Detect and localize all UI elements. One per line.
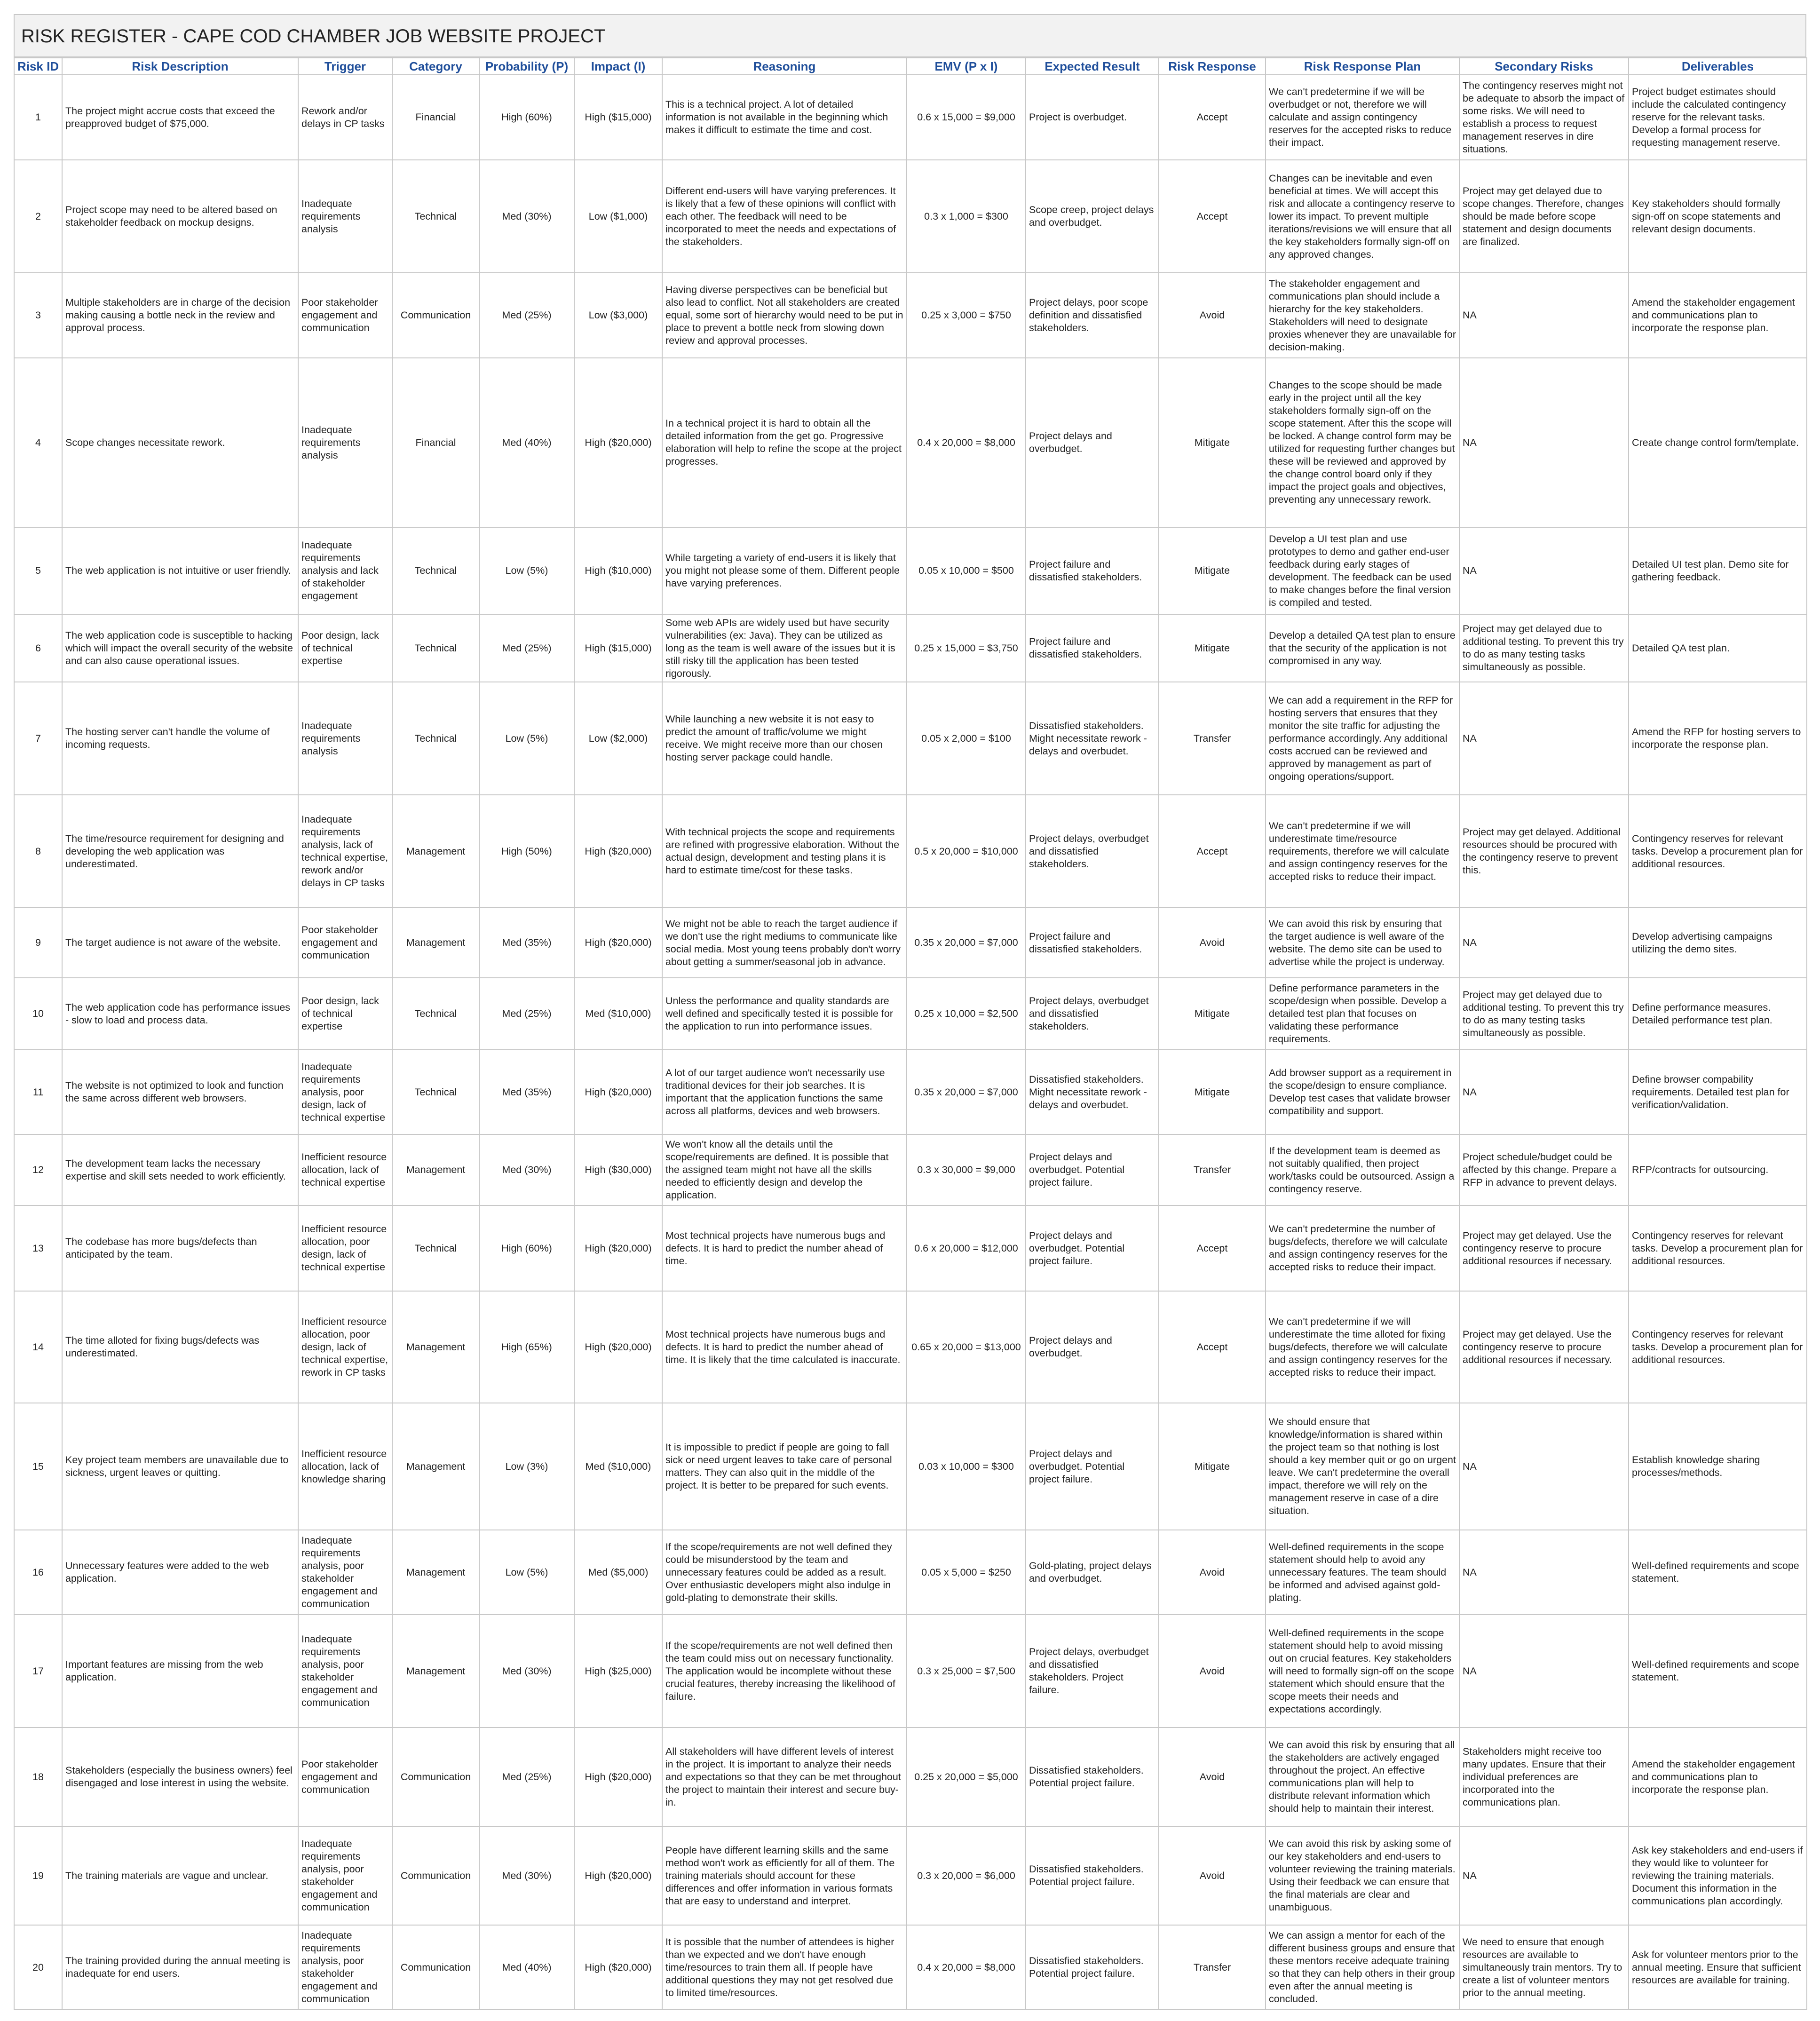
table-row	[14, 1205, 1807, 1291]
risk-description-cell[interactable]: The web application code has performance issues - slow to load and process data.	[62, 978, 298, 1050]
risk-description-cell[interactable]: The project might accrue costs that exceed the preapproved budget of $75,000.	[62, 75, 298, 160]
expected-result-cell[interactable]: Project delays, poor scope definition and dissatisfied stakeholders.	[1026, 273, 1159, 358]
table-row	[14, 160, 1807, 273]
probability-cell[interactable]: High (50%)	[479, 795, 574, 908]
trigger-cell[interactable]: Inadequate requirements analysis, poor stakeholder engagement and communication	[298, 1615, 392, 1728]
table-row	[14, 75, 1807, 160]
response-plan-cell[interactable]: We can't predetermine if we will be overbudget or not, therefore we will calculate and assign contingency reserves for the accepted risks to reduce their impact.	[1266, 75, 1459, 160]
probability-cell[interactable]: Med (30%)	[479, 1826, 574, 1925]
category-cell[interactable]: Technical	[392, 1050, 479, 1134]
reasoning-cell[interactable]: It is impossible to predict if people are going to fall sick or need urgent leaves to take care of personal matters. They can also quit in the middle of the project. It is better to be prepared for such events.	[662, 1403, 907, 1530]
risk-description-cell[interactable]: The codebase has more bugs/defects than anticipated by the team.	[62, 1205, 298, 1291]
secondary-risks-cell[interactable]: Project may get delayed. Additional resources should be procured with the contingency reserve to prevent this.	[1459, 795, 1629, 908]
category-cell[interactable]: Technical	[392, 614, 479, 682]
header-category[interactable]: Category	[392, 58, 479, 75]
risk-id-cell[interactable]: 5	[14, 527, 62, 614]
response-plan-cell[interactable]: We can't predetermine the number of bugs/defects, therefore we will calculate and assign contingency reserves for the accepted risks to reduce their impact.	[1266, 1205, 1459, 1291]
trigger-cell[interactable]: Inadequate requirements analysis	[298, 358, 392, 527]
category-cell[interactable]: Communication	[392, 1925, 479, 2010]
emv-cell[interactable]: 0.25 x 10,000 = $2,500	[907, 978, 1026, 1050]
risk-response-cell[interactable]: Mitigate	[1159, 978, 1266, 1050]
reasoning-cell[interactable]: This is a technical project. A lot of detailed information is not available in the beginning which makes it difficult to estimate the time and cost.	[662, 75, 907, 160]
impact-cell[interactable]: High ($25,000)	[574, 1615, 662, 1728]
risk-response-cell[interactable]: Transfer	[1159, 682, 1266, 795]
reasoning-cell[interactable]: All stakeholders will have different levels of interest in the project. It is important to analyze their needs and expectations so that they can be met throughout the project to maintain their interest and secure buy-in.	[662, 1728, 907, 1826]
expected-result-cell[interactable]: Gold-plating, project delays and overbudget.	[1026, 1530, 1159, 1615]
table-row	[14, 1050, 1807, 1134]
deliverables-cell[interactable]: Contingency reserves for relevant tasks. Develop a procurement plan for additional resources.	[1629, 1205, 1807, 1291]
deliverables-cell[interactable]: RFP/contracts for outsourcing.	[1629, 1134, 1807, 1205]
risk-response-cell[interactable]: Avoid	[1159, 1530, 1266, 1615]
risk-description-cell[interactable]: The web application is not intuitive or user friendly.	[62, 527, 298, 614]
expected-result-cell[interactable]: Project failure and dissatisfied stakeholders.	[1026, 527, 1159, 614]
risk-id-cell[interactable]: 8	[14, 795, 62, 908]
emv-cell[interactable]: 0.05 x 5,000 = $250	[907, 1530, 1026, 1615]
category-cell[interactable]: Management	[392, 1291, 479, 1403]
deliverables-cell[interactable]: Ask for volunteer mentors prior to the annual meeting. Ensure that sufficient resources are available for training.	[1629, 1925, 1807, 2010]
risk-id-cell[interactable]: 9	[14, 908, 62, 978]
impact-cell[interactable]: High ($20,000)	[574, 1728, 662, 1826]
risk-description-cell[interactable]: The training provided during the annual meeting is inadequate for end users.	[62, 1925, 298, 2010]
trigger-cell[interactable]: Poor stakeholder engagement and communication	[298, 273, 392, 358]
table-row	[14, 1615, 1807, 1728]
emv-cell[interactable]: 0.25 x 20,000 = $5,000	[907, 1728, 1026, 1826]
deliverables-cell[interactable]: Contingency reserves for relevant tasks. Develop a procurement plan for additional resources.	[1629, 795, 1807, 908]
response-plan-cell[interactable]: We can avoid this risk by ensuring that the target audience is well aware of the website. The demo site can be used to advertise while the project is underway.	[1266, 908, 1459, 978]
risk-id-cell[interactable]: 2	[14, 160, 62, 273]
emv-cell[interactable]: 0.3 x 30,000 = $9,000	[907, 1134, 1026, 1205]
response-plan-cell[interactable]: Well-defined requirements in the scope statement should help to avoid any unnecessary features. The team should be informed and advised against gold-plating.	[1266, 1530, 1459, 1615]
probability-cell[interactable]: Med (25%)	[479, 978, 574, 1050]
emv-cell[interactable]: 0.6 x 15,000 = $9,000	[907, 75, 1026, 160]
header-risk-response[interactable]: Risk Response	[1159, 58, 1266, 75]
risk-description-cell[interactable]: The time/resource requirement for designing and developing the web application was underestimated.	[62, 795, 298, 908]
probability-cell[interactable]: Low (5%)	[479, 1530, 574, 1615]
emv-cell[interactable]: 0.65 x 20,000 = $13,000	[907, 1291, 1026, 1403]
risk-response-cell[interactable]: Transfer	[1159, 1925, 1266, 2010]
trigger-cell[interactable]: Inefficient resource allocation, lack of technical expertise	[298, 1134, 392, 1205]
category-cell[interactable]: Technical	[392, 1205, 479, 1291]
risk-description-cell[interactable]: Multiple stakeholders are in charge of the decision making causing a bottle neck in the review and approval process.	[62, 273, 298, 358]
probability-cell[interactable]: Med (30%)	[479, 1134, 574, 1205]
trigger-cell[interactable]: Inadequate requirements analysis	[298, 682, 392, 795]
deliverables-cell[interactable]: Amend the stakeholder engagement and communications plan to incorporate the response plan.	[1629, 273, 1807, 358]
deliverables-cell[interactable]: Amend the stakeholder engagement and communications plan to incorporate the response plan.	[1629, 1728, 1807, 1826]
risk-id-cell[interactable]: 3	[14, 273, 62, 358]
impact-cell[interactable]: High ($15,000)	[574, 75, 662, 160]
expected-result-cell[interactable]: Project delays and overbudget. Potential project failure.	[1026, 1403, 1159, 1530]
table-row	[14, 682, 1807, 795]
header-emv[interactable]: EMV (P x I)	[907, 58, 1026, 75]
risk-description-cell[interactable]: The training materials are vague and unclear.	[62, 1826, 298, 1925]
risk-id-cell[interactable]: 10	[14, 978, 62, 1050]
table-row	[14, 614, 1807, 682]
risk-response-cell[interactable]: Mitigate	[1159, 1050, 1266, 1134]
impact-cell[interactable]: Med ($5,000)	[574, 1530, 662, 1615]
risk-response-cell[interactable]: Avoid	[1159, 1728, 1266, 1826]
reasoning-cell[interactable]: We might not be able to reach the target audience if we don't use the right mediums to communicate like social media. Most young teens probably don't worry about getting a summer/seasonal job in advance.	[662, 908, 907, 978]
reasoning-cell[interactable]: Most technical projects have numerous bugs and defects. It is hard to predict the number ahead of time. It is likely that the time calculated is inaccurate.	[662, 1291, 907, 1403]
response-plan-cell[interactable]: Add browser support as a requirement in the scope/design to ensure compliance. Develop test cases that validate browser compatibility and support.	[1266, 1050, 1459, 1134]
reasoning-cell[interactable]: A lot of our target audience won't necessarily use traditional devices for their job searches. It is important that the application functions the same across all platforms, devices and web browsers.	[662, 1050, 907, 1134]
secondary-risks-cell[interactable]: We need to ensure that enough resources are available to simultaneously train mentors. Try to create a list of volunteer mentors prior to the annual meeting.	[1459, 1925, 1629, 2010]
category-cell[interactable]: Communication	[392, 273, 479, 358]
deliverables-cell[interactable]: Ask key stakeholders and end-users if they would like to volunteer for reviewing the training materials. Document this information in the communications plan accordingly.	[1629, 1826, 1807, 1925]
emv-cell[interactable]: 0.25 x 15,000 = $3,750	[907, 614, 1026, 682]
secondary-risks-cell[interactable]: NA	[1459, 1050, 1629, 1134]
deliverables-cell[interactable]: Develop advertising campaigns utilizing the demo sites.	[1629, 908, 1807, 978]
reasoning-cell[interactable]: While targeting a variety of end-users it is likely that you might not please some of them. Different people have varying preferences.	[662, 527, 907, 614]
probability-cell[interactable]: Med (30%)	[479, 1615, 574, 1728]
header-impact[interactable]: Impact (I)	[574, 58, 662, 75]
deliverables-cell[interactable]: Define performance measures. Detailed performance test plan.	[1629, 978, 1807, 1050]
probability-cell[interactable]: Low (5%)	[479, 682, 574, 795]
probability-cell[interactable]: Low (5%)	[479, 527, 574, 614]
risk-id-cell[interactable]: 14	[14, 1291, 62, 1403]
risk-response-cell[interactable]: Accept	[1159, 160, 1266, 273]
table-row	[14, 527, 1807, 614]
impact-cell[interactable]: High ($20,000)	[574, 1826, 662, 1925]
risk-description-cell[interactable]: Stakeholders (especially the business owners) feel disengaged and lose interest in using the website.	[62, 1728, 298, 1826]
impact-cell[interactable]: Med ($10,000)	[574, 978, 662, 1050]
secondary-risks-cell[interactable]: Project schedule/budget could be affected by this change. Prepare a RFP in advance to prevent delays.	[1459, 1134, 1629, 1205]
category-cell[interactable]: Management	[392, 1134, 479, 1205]
risk-description-cell[interactable]: The time alloted for fixing bugs/defects was underestimated.	[62, 1291, 298, 1403]
table-row	[14, 1134, 1807, 1205]
table-row	[14, 1826, 1807, 1925]
probability-cell[interactable]: Med (25%)	[479, 273, 574, 358]
trigger-cell[interactable]: Poor stakeholder engagement and communication	[298, 908, 392, 978]
secondary-risks-cell[interactable]: NA	[1459, 273, 1629, 358]
reasoning-cell[interactable]: We won't know all the details until the scope/requirements are defined. It is possible that the assigned team might not have all the skills needed to efficiently design and develop the application.	[662, 1134, 907, 1205]
impact-cell[interactable]: High ($10,000)	[574, 527, 662, 614]
risk-response-cell[interactable]: Mitigate	[1159, 1403, 1266, 1530]
secondary-risks-cell[interactable]: NA	[1459, 1530, 1629, 1615]
response-plan-cell[interactable]: We can add a requirement in the RFP for hosting servers that ensures that they monitor the site traffic for adjusting the performance accordingly. Any additional costs accrued can be reviewed and approved by management as part of ongoing operations/support.	[1266, 682, 1459, 795]
reasoning-cell[interactable]: With technical projects the scope and requirements are refined with progressive elaboration. Without the actual design, development and testing plans it is hard to estimate time/cost for these tasks.	[662, 795, 907, 908]
expected-result-cell[interactable]: Project delays, overbudget and dissatisfied stakeholders. Project failure.	[1026, 1615, 1159, 1728]
risk-id-cell[interactable]: 4	[14, 358, 62, 527]
emv-cell[interactable]: 0.03 x 10,000 = $300	[907, 1403, 1026, 1530]
trigger-cell[interactable]: Inadequate requirements analysis, poor stakeholder engagement and communication	[298, 1826, 392, 1925]
probability-cell[interactable]: Med (40%)	[479, 358, 574, 527]
header-risk-id[interactable]: Risk ID	[14, 58, 62, 75]
impact-cell[interactable]: High ($20,000)	[574, 795, 662, 908]
risk-response-cell[interactable]: Transfer	[1159, 1134, 1266, 1205]
deliverables-cell[interactable]: Well-defined requirements and scope statement.	[1629, 1530, 1807, 1615]
expected-result-cell[interactable]: Project failure and dissatisfied stakeholders.	[1026, 614, 1159, 682]
category-cell[interactable]: Management	[392, 1403, 479, 1530]
expected-result-cell[interactable]: Project delays and overbudget. Potential project failure.	[1026, 1134, 1159, 1205]
risk-description-cell[interactable]: The website is not optimized to look and function the same across different web browsers.	[62, 1050, 298, 1134]
category-cell[interactable]: Management	[392, 1530, 479, 1615]
emv-cell[interactable]: 0.05 x 10,000 = $500	[907, 527, 1026, 614]
reasoning-cell[interactable]: While launching a new website it is not easy to predict the amount of traffic/volume we might receive. We might receive more than our chosen hosting server package could handle.	[662, 682, 907, 795]
impact-cell[interactable]: High ($20,000)	[574, 1925, 662, 2010]
header-risk-description[interactable]: Risk Description	[62, 58, 298, 75]
emv-cell[interactable]: 0.3 x 25,000 = $7,500	[907, 1615, 1026, 1728]
response-plan-cell[interactable]: The stakeholder engagement and communications plan should include a hierarchy for the key stakeholders. Stakeholders will need to designate proxies whenever they are unavailable for decision-making.	[1266, 273, 1459, 358]
risk-id-cell[interactable]: 15	[14, 1403, 62, 1530]
risk-response-cell[interactable]: Accept	[1159, 1205, 1266, 1291]
response-plan-cell[interactable]: Develop a UI test plan and use prototypes to demo and gather end-user feedback during early stages of development. The feedback can be used to make changes before the final version is compiled and tested.	[1266, 527, 1459, 614]
risk-id-cell[interactable]: 16	[14, 1530, 62, 1615]
expected-result-cell[interactable]: Project delays, overbudget and dissatisfied stakeholders.	[1026, 795, 1159, 908]
table-row	[14, 795, 1807, 908]
expected-result-cell[interactable]: Dissatisfied stakeholders. Potential project failure.	[1026, 1826, 1159, 1925]
header-reasoning[interactable]: Reasoning	[662, 58, 907, 75]
category-cell[interactable]: Financial	[392, 358, 479, 527]
impact-cell[interactable]: High ($20,000)	[574, 1050, 662, 1134]
category-cell[interactable]: Communication	[392, 1728, 479, 1826]
response-plan-cell[interactable]: We can't predetermine if we will underestimate time/resource requirements, therefore we will calculate and assign contingency reserves for the accepted risks to reduce their impact.	[1266, 795, 1459, 908]
risk-description-cell[interactable]: The development team lacks the necessary expertise and skill sets needed to work efficiently.	[62, 1134, 298, 1205]
deliverables-cell[interactable]: Detailed UI test plan. Demo site for gathering feedback.	[1629, 527, 1807, 614]
sheet-title: RISK REGISTER - CAPE COD CHAMBER JOB WEBSITE PROJECT	[14, 14, 1806, 57]
response-plan-cell[interactable]: Develop a detailed QA test plan to ensure that the security of the application is not compromised in any way.	[1266, 614, 1459, 682]
trigger-cell[interactable]: Inadequate requirements analysis and lack of stakeholder engagement	[298, 527, 392, 614]
reasoning-cell[interactable]: Having diverse perspectives can be beneficial but also lead to conflict. Not all stakeholders are created equal, some sort of hierarchy would need to be put in place to prevent a bottle neck from slowing down review and approval processes.	[662, 273, 907, 358]
emv-cell[interactable]: 0.4 x 20,000 = $8,000	[907, 1925, 1026, 2010]
deliverables-cell[interactable]: Well-defined requirements and scope statement.	[1629, 1615, 1807, 1728]
impact-cell[interactable]: High ($20,000)	[574, 358, 662, 527]
header-row	[14, 58, 1807, 75]
table-row	[14, 1925, 1807, 2010]
probability-cell[interactable]: Med (25%)	[479, 614, 574, 682]
risk-response-cell[interactable]: Mitigate	[1159, 358, 1266, 527]
secondary-risks-cell[interactable]: Project may get delayed due to additional testing. To prevent this try to do as many testing tasks simultaneously as possible.	[1459, 614, 1629, 682]
emv-cell[interactable]: 0.25 x 3,000 = $750	[907, 273, 1026, 358]
secondary-risks-cell[interactable]: NA	[1459, 682, 1629, 795]
expected-result-cell[interactable]: Scope creep, project delays and overbudget.	[1026, 160, 1159, 273]
secondary-risks-cell[interactable]: NA	[1459, 358, 1629, 527]
risk-description-cell[interactable]: Key project team members are unavailable due to sickness, urgent leaves or quitting.	[62, 1403, 298, 1530]
impact-cell[interactable]: High ($20,000)	[574, 1205, 662, 1291]
probability-cell[interactable]: Med (35%)	[479, 908, 574, 978]
emv-cell[interactable]: 0.3 x 20,000 = $6,000	[907, 1826, 1026, 1925]
deliverables-cell[interactable]: Key stakeholders should formally sign-off on scope statements and relevant design documents.	[1629, 160, 1807, 273]
response-plan-cell[interactable]: We can assign a mentor for each of the different business groups and ensure that these mentors receive adequate training so that they can help others in their group even after the annual meeting is concluded.	[1266, 1925, 1459, 2010]
risk-id-cell[interactable]: 20	[14, 1925, 62, 2010]
impact-cell[interactable]: High ($20,000)	[574, 1291, 662, 1403]
probability-cell[interactable]: High (60%)	[479, 75, 574, 160]
trigger-cell[interactable]: Poor design, lack of technical expertise	[298, 978, 392, 1050]
secondary-risks-cell[interactable]: Project may get delayed. Use the contingency reserve to procure additional resources if necessary.	[1459, 1205, 1629, 1291]
trigger-cell[interactable]: Rework and/or delays in CP tasks	[298, 75, 392, 160]
table-row	[14, 978, 1807, 1050]
risk-response-cell[interactable]: Avoid	[1159, 908, 1266, 978]
deliverables-cell[interactable]: Establish knowledge sharing processes/methods.	[1629, 1403, 1807, 1530]
expected-result-cell[interactable]: Dissatisfied stakeholders. Might necessitate rework - delays and overbudet.	[1026, 682, 1159, 795]
reasoning-cell[interactable]: Different end-users will have varying preferences. It is likely that a few of these opinions will conflict with each other. The feedback will need to be incorporated to meet the needs and expectations of the stakeholders.	[662, 160, 907, 273]
risk-response-cell[interactable]: Mitigate	[1159, 527, 1266, 614]
risk-description-cell[interactable]: The hosting server can't handle the volume of incoming requests.	[62, 682, 298, 795]
reasoning-cell[interactable]: People have different learning skills and the same method won't work as efficiently for all of them. The training materials should account for these differences and offer information in various formats that are easy to understand and interpret.	[662, 1826, 907, 1925]
risk-response-cell[interactable]: Avoid	[1159, 273, 1266, 358]
emv-cell[interactable]: 0.4 x 20,000 = $8,000	[907, 358, 1026, 527]
table-row	[14, 273, 1807, 358]
response-plan-cell[interactable]: Well-defined requirements in the scope statement should help to avoid missing out on crucial features. Key stakeholders will need to formally sign-off on the scope statement which should ensure that the scope meets their needs and expectations accordingly.	[1266, 1615, 1459, 1728]
risk-response-cell[interactable]: Accept	[1159, 75, 1266, 160]
secondary-risks-cell[interactable]: Project may get delayed due to scope changes. Therefore, changes should be made before scope statement and design documents are finalized.	[1459, 160, 1629, 273]
category-cell[interactable]: Management	[392, 908, 479, 978]
secondary-risks-cell[interactable]: Stakeholders might receive too many updates. Ensure that their individual preferences are incorporated into the communications plan.	[1459, 1728, 1629, 1826]
probability-cell[interactable]: High (60%)	[479, 1205, 574, 1291]
trigger-cell[interactable]: Poor stakeholder engagement and communication	[298, 1728, 392, 1826]
trigger-cell[interactable]: Inadequate requirements analysis, poor stakeholder engagement and communication	[298, 1530, 392, 1615]
probability-cell[interactable]: High (65%)	[479, 1291, 574, 1403]
table-row	[14, 1291, 1807, 1403]
trigger-cell[interactable]: Inefficient resource allocation, poor design, lack of technical expertise, rework in CP tasks	[298, 1291, 392, 1403]
category-cell[interactable]: Technical	[392, 160, 479, 273]
secondary-risks-cell[interactable]: Project may get delayed due to additional testing. To prevent this try to do as many testing tasks simultaneously as possible.	[1459, 978, 1629, 1050]
reasoning-cell[interactable]: Unless the performance and quality standards are well defined and specifically tested it is possible for the application to run into performance issues.	[662, 978, 907, 1050]
response-plan-cell[interactable]: Changes can be inevitable and even beneficial at times. We will accept this risk and allocate a contingency reserve to lower its impact. To prevent multiple iterations/revisions we will ensure that all the key stakeholders formally sign-off on any approved changes.	[1266, 160, 1459, 273]
secondary-risks-cell[interactable]: The contingency reserves might not be adequate to absorb the impact of some risks. We will need to establish a process to request management reserves in dire situations.	[1459, 75, 1629, 160]
deliverables-cell[interactable]: Amend the RFP for hosting servers to incorporate the response plan.	[1629, 682, 1807, 795]
secondary-risks-cell[interactable]: NA	[1459, 527, 1629, 614]
trigger-cell[interactable]: Inadequate requirements analysis	[298, 160, 392, 273]
header-trigger[interactable]: Trigger	[298, 58, 392, 75]
expected-result-cell[interactable]: Project delays and overbudget.	[1026, 358, 1159, 527]
emv-cell[interactable]: 0.3 x 1,000 = $300	[907, 160, 1026, 273]
secondary-risks-cell[interactable]: Project may get delayed. Use the contingency reserve to procure additional resources if necessary.	[1459, 1291, 1629, 1403]
impact-cell[interactable]: Low ($3,000)	[574, 273, 662, 358]
deliverables-cell[interactable]: Create change control form/template.	[1629, 358, 1807, 527]
header-secondary-risks[interactable]: Secondary Risks	[1459, 58, 1629, 75]
header-deliverables[interactable]: Deliverables	[1629, 58, 1807, 75]
risk-description-cell[interactable]: Project scope may need to be altered based on stakeholder feedback on mockup designs.	[62, 160, 298, 273]
risk-response-cell[interactable]: Accept	[1159, 795, 1266, 908]
risk-response-cell[interactable]: Accept	[1159, 1291, 1266, 1403]
risk-response-cell[interactable]: Avoid	[1159, 1615, 1266, 1728]
trigger-cell[interactable]: Inadequate requirements analysis, poor design, lack of technical expertise	[298, 1050, 392, 1134]
category-cell[interactable]: Technical	[392, 527, 479, 614]
risk-id-cell[interactable]: 18	[14, 1728, 62, 1826]
table-row	[14, 908, 1807, 978]
expected-result-cell[interactable]: Dissatisfied stakeholders. Potential project failure.	[1026, 1728, 1159, 1826]
response-plan-cell[interactable]: We can avoid this risk by asking some of our key stakeholders and end-users to volunteer reviewing the training materials. Using their feedback we can ensure that the final materials are clear and unambiguous.	[1266, 1826, 1459, 1925]
category-cell[interactable]: Financial	[392, 75, 479, 160]
risk-response-cell[interactable]: Avoid	[1159, 1826, 1266, 1925]
category-cell[interactable]: Technical	[392, 978, 479, 1050]
emv-cell[interactable]: 0.35 x 20,000 = $7,000	[907, 908, 1026, 978]
emv-cell[interactable]: 0.6 x 20,000 = $12,000	[907, 1205, 1026, 1291]
trigger-cell[interactable]: Inefficient resource allocation, poor design, lack of technical expertise	[298, 1205, 392, 1291]
reasoning-cell[interactable]: Most technical projects have numerous bugs and defects. It is hard to predict the number ahead of time.	[662, 1205, 907, 1291]
impact-cell[interactable]: High ($20,000)	[574, 908, 662, 978]
header-probability[interactable]: Probability (P)	[479, 58, 574, 75]
risk-id-cell[interactable]: 12	[14, 1134, 62, 1205]
probability-cell[interactable]: Med (35%)	[479, 1050, 574, 1134]
risk-description-cell[interactable]: The target audience is not aware of the website.	[62, 908, 298, 978]
probability-cell[interactable]: Med (40%)	[479, 1925, 574, 2010]
expected-result-cell[interactable]: Dissatisfied stakeholders. Potential project failure.	[1026, 1925, 1159, 2010]
trigger-cell[interactable]: Inefficient resource allocation, lack of knowledge sharing	[298, 1403, 392, 1530]
expected-result-cell[interactable]: Project delays and overbudget.	[1026, 1291, 1159, 1403]
table-row	[14, 1728, 1807, 1826]
deliverables-cell[interactable]: Detailed QA test plan.	[1629, 614, 1807, 682]
expected-result-cell[interactable]: Project delays and overbudget. Potential project failure.	[1026, 1205, 1159, 1291]
header-expected-result[interactable]: Expected Result	[1026, 58, 1159, 75]
impact-cell[interactable]: Med ($10,000)	[574, 1403, 662, 1530]
risk-id-cell[interactable]: 13	[14, 1205, 62, 1291]
response-plan-cell[interactable]: Define performance parameters in the scope/design when possible. Develop a detailed test plan that focuses on validating these performance requirements.	[1266, 978, 1459, 1050]
trigger-cell[interactable]: Poor design, lack of technical expertise	[298, 614, 392, 682]
risk-description-cell[interactable]: Important features are missing from the web application.	[62, 1615, 298, 1728]
expected-result-cell[interactable]: Project failure and dissatisfied stakeholders.	[1026, 908, 1159, 978]
risk-description-cell[interactable]: Scope changes necessitate rework.	[62, 358, 298, 527]
expected-result-cell[interactable]: Project is overbudget.	[1026, 75, 1159, 160]
reasoning-cell[interactable]: It is possible that the number of attendees is higher than we expected and we don't have enough time/resources to train them all. If people have additional questions they may not get resolved due to limited time/resources.	[662, 1925, 907, 2010]
risk-description-cell[interactable]: Unnecessary features were added to the web application.	[62, 1530, 298, 1615]
trigger-cell[interactable]: Inadequate requirements analysis, lack of technical expertise, rework and/or delays in CP tasks	[298, 795, 392, 908]
category-cell[interactable]: Communication	[392, 1826, 479, 1925]
trigger-cell[interactable]: Inadequate requirements analysis, poor stakeholder engagement and communication	[298, 1925, 392, 2010]
table-row	[14, 1403, 1807, 1530]
reasoning-cell[interactable]: If the scope/requirements are not well defined then the team could miss out on necessary functionality. The application would be incomplete without these crucial features, thereby increasing the likelihood of failure.	[662, 1615, 907, 1728]
secondary-risks-cell[interactable]: NA	[1459, 1826, 1629, 1925]
secondary-risks-cell[interactable]: NA	[1459, 1403, 1629, 1530]
category-cell[interactable]: Management	[392, 1615, 479, 1728]
expected-result-cell[interactable]: Dissatisfied stakeholders. Might necessitate rework - delays and overbudet.	[1026, 1050, 1159, 1134]
table-row	[14, 358, 1807, 527]
probability-cell[interactable]: Med (25%)	[479, 1728, 574, 1826]
expected-result-cell[interactable]: Project delays, overbudget and dissatisfied stakeholders.	[1026, 978, 1159, 1050]
probability-cell[interactable]: Med (30%)	[479, 160, 574, 273]
response-plan-cell[interactable]: We can't predetermine if we will underestimate the time alloted for fixing bugs/defects, therefore we will calculate and assign contingency reserves for the accepted risks to reduce their impact.	[1266, 1291, 1459, 1403]
reasoning-cell[interactable]: If the scope/requirements are not well defined they could be misunderstood by the team and unnecessary features could be added as a result. Over enthusiastic developers might also indulge in gold-plating to demonstrate their skills.	[662, 1530, 907, 1615]
emv-cell[interactable]: 0.05 x 2,000 = $100	[907, 682, 1026, 795]
risk-response-cell[interactable]: Mitigate	[1159, 614, 1266, 682]
deliverables-cell[interactable]: Define browser compability requirements. Detailed test plan for verification/validation.	[1629, 1050, 1807, 1134]
emv-cell[interactable]: 0.35 x 20,000 = $7,000	[907, 1050, 1026, 1134]
response-plan-cell[interactable]: Changes to the scope should be made early in the project until all the key stakeholders formally sign-off on the scope statement. After this the scope will be locked. A change control form may be utilized for requesting further changes but these will be reviewed and approved by the change control board only if they impact the project goals and objectives, preventing any unnecessary rework.	[1266, 358, 1459, 527]
risk-id-cell[interactable]: 19	[14, 1826, 62, 1925]
impact-cell[interactable]: Low ($2,000)	[574, 682, 662, 795]
reasoning-cell[interactable]: In a technical project it is hard to obtain all the detailed information from the get go. Progressive elaboration will help to refine the scope at the project progresses.	[662, 358, 907, 527]
response-plan-cell[interactable]: If the development team is deemed as not suitably qualified, then project work/tasks could be outsourced. Assign a contingency reserve.	[1266, 1134, 1459, 1205]
risk-id-cell[interactable]: 11	[14, 1050, 62, 1134]
secondary-risks-cell[interactable]: NA	[1459, 908, 1629, 978]
response-plan-cell[interactable]: We should ensure that knowledge/information is shared within the project team so that nothing is lost should a key member quit or go on urgent leave. We can't predetermine the overall impact, therefore we will rely on the management reserve in case of a dire situation.	[1266, 1403, 1459, 1530]
category-cell[interactable]: Management	[392, 795, 479, 908]
response-plan-cell[interactable]: We can avoid this risk by ensuring that all the stakeholders are actively engaged throughout the project. An effective communications plan will help to distribute relevant information which should help to maintain their interest.	[1266, 1728, 1459, 1826]
impact-cell[interactable]: High ($30,000)	[574, 1134, 662, 1205]
category-cell[interactable]: Technical	[392, 682, 479, 795]
risk-id-cell[interactable]: 6	[14, 614, 62, 682]
probability-cell[interactable]: Low (3%)	[479, 1403, 574, 1530]
header-response-plan[interactable]: Risk Response Plan	[1266, 58, 1459, 75]
risk-id-cell[interactable]: 1	[14, 75, 62, 160]
risk-description-cell[interactable]: The web application code is susceptible to hacking which will impact the overall security of the website and can also cause operational issues.	[62, 614, 298, 682]
risk-id-cell[interactable]: 7	[14, 682, 62, 795]
risk-id-cell[interactable]: 17	[14, 1615, 62, 1728]
risk-register-table	[14, 57, 1807, 2010]
impact-cell[interactable]: High ($15,000)	[574, 614, 662, 682]
table-row	[14, 1530, 1807, 1615]
secondary-risks-cell[interactable]: NA	[1459, 1615, 1629, 1728]
deliverables-cell[interactable]: Project budget estimates should include the calculated contingency reserve for the relevant tasks. Develop a formal process for requesting management reserve.	[1629, 75, 1807, 160]
reasoning-cell[interactable]: Some web APIs are widely used but have security vulnerabilities (ex: Java). They can be utilized as long as the team is well aware of the issues but it is still risky till the application has been tested rigorously.	[662, 614, 907, 682]
emv-cell[interactable]: 0.5 x 20,000 = $10,000	[907, 795, 1026, 908]
impact-cell[interactable]: Low ($1,000)	[574, 160, 662, 273]
deliverables-cell[interactable]: Contingency reserves for relevant tasks. Develop a procurement plan for additional resources.	[1629, 1291, 1807, 1403]
